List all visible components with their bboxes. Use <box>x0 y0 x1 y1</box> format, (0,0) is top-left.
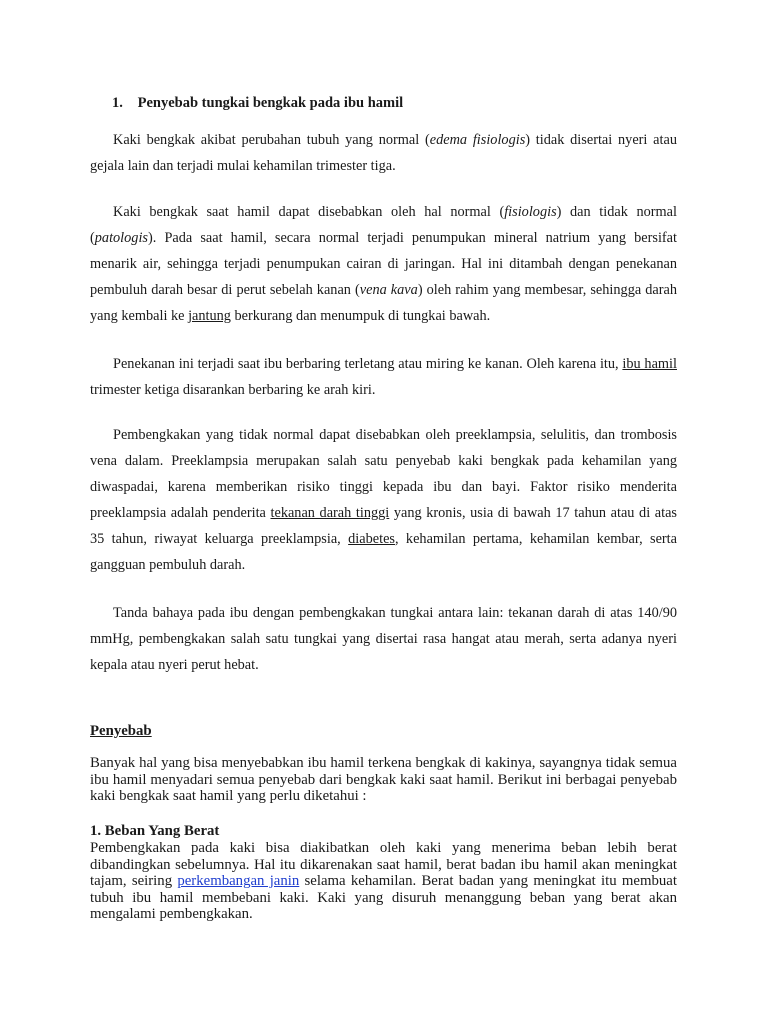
subheading-beban-yang-berat: 1. Beban Yang Berat <box>90 823 220 839</box>
paragraph-3: Penekanan ini terjadi saat ibu berbaring terletang atau miring ke kanan. Oleh karena itu, ibu hamil trimester ketiga disarankan berbaring ke arah kiri. <box>90 356 677 398</box>
italic-term: vena kava <box>359 282 418 298</box>
paragraph-beban: Pembengkakan pada kaki bisa diakibatkan oleh kaki yang menerima beban lebih berat dibandingkan sebelumnya. Hal itu dikarenakan saat hamil, berat badan ibu hamil akan meningkat tajam, seiring perkembangan janin selama kehamilan. Berat badan yang meningkat itu membuat tubuh ibu hamil membebani kaki. Kaki yang disuruh menanggung beban yang berat akan mengalami pembengkakan. <box>90 840 677 922</box>
link-perkembangan-janin[interactable]: perkembangan janin <box>177 873 300 889</box>
italic-term: fisiologis <box>504 204 557 220</box>
section-heading-2 <box>90 722 677 740</box>
paragraph-5: Tanda bahaya pada ibu dengan pembengkakan tungkai antara lain: tekanan darah di atas 140/90 mmHg, pembengkakan salah satu tungkai yang disertai rasa hangat atau merah, serta adanya nyeri kepala atau nyeri perut hebat. <box>90 605 677 673</box>
link-tekanan-darah-tinggi[interactable]: tekanan darah tinggi <box>270 505 390 521</box>
heading-number: 1. <box>112 95 123 111</box>
section-heading-1 <box>90 94 677 112</box>
intro-paragraph: Banyak hal yang bisa menyebabkan ibu hamil terkena bengkak di kakinya, sayangnya tidak semua ibu hamil menyadari semua penyebab dari bengkak kaki saat hamil. Berikut ini berbagai penyebab kaki bengkak saat hamil yang perlu diketahui : <box>90 755 677 804</box>
italic-term: patologis <box>94 230 148 246</box>
paragraph-1: Kaki bengkak akibat perubahan tubuh yang normal (edema fisiologis) tidak disertai nyeri atau gejala lain dan terjadi mulai kehamilan trimester tiga. <box>90 132 677 174</box>
section-title: Penyebab <box>90 723 152 739</box>
link-ibu-hamil[interactable]: ibu hamil <box>622 356 677 372</box>
italic-term: edema fisiologis <box>429 132 526 148</box>
heading-title: Penyebab tungkai bengkak pada ibu hamil <box>137 95 404 111</box>
paragraph-4: Pembengkakan yang tidak normal dapat disebabkan oleh preeklampsia, selulitis, dan trombosis vena dalam. Preeklampsia merupakan salah satu penyebab kaki bengkak pada kehamilan yang diwaspadai, karena memberikan risiko tinggi kepada ibu dan bayi. Faktor risiko menderita preeklampsia adalah penderita tekanan darah tinggi yang kronis, usia di bawah 17 tahun atau di atas 35 tahun, riwayat keluarga preeklampsia, diabetes, kehamilan pertama, kehamilan kembar, serta gangguan pembuluh darah. <box>90 427 678 573</box>
paragraph-2: Kaki bengkak saat hamil dapat disebabkan oleh hal normal (fisiologis) dan tidak normal (patologis). Pada saat hamil, secara normal terjadi penumpukan mineral natrium yang bersifat menarik air, sehingga terjadi penumpukan cairan di jaringan. Hal ini ditambah dengan penekanan pembuluh darah besar di perut sebelah kanan (vena kava) oleh rahim yang membesar, sehingga darah yang kembali ke jantung berkurang dan menumpuk di tungkai bawah. <box>90 204 677 324</box>
link-jantung[interactable]: jantung <box>188 308 231 324</box>
link-diabetes[interactable]: diabetes <box>348 531 395 547</box>
